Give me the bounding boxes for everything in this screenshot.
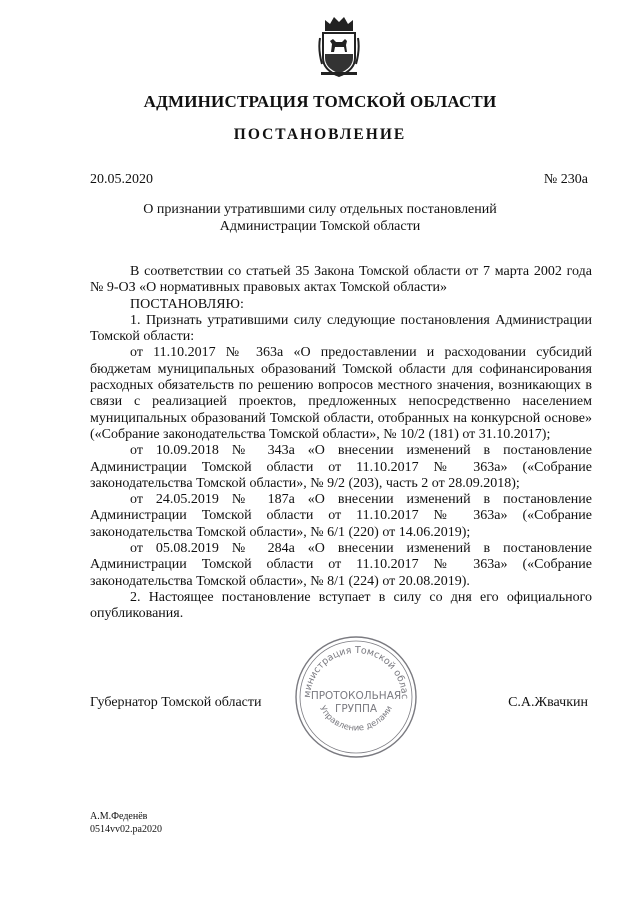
document-number: № 230а <box>543 172 588 187</box>
document-subject <box>0 201 640 235</box>
coat-of-arms-emblem <box>317 14 361 80</box>
stamp-center-line-1: ПРОТОКОЛЬНАЯ <box>310 690 402 702</box>
document-type-title: ПОСТАНОВЛЕНИЕ <box>233 126 407 143</box>
signatory-name: С.А.Жвачкин <box>508 695 588 710</box>
stamp-ring-text: министрация Томской облас <box>301 644 411 700</box>
subject-line-2: Администрации Томской области <box>219 219 421 234</box>
subject-line-1: О признании утратившими силу отдельных постановлений <box>143 202 497 217</box>
preamble-paragraph: В соответствии со статьей 35 Закона Томской области от 7 марта 2002 года № 9-ОЗ «О нормативных правовых актах Томской области» <box>90 264 592 296</box>
executor-code: 0514vv02.ра2020 <box>90 824 162 835</box>
organization-title: АДМИНИСТРАЦИЯ ТОМСКОЙ ОБЛАСТИ <box>143 92 497 111</box>
stamp-bottom-text: Управление делами <box>317 704 395 734</box>
document-date: 20.05.2020 <box>90 172 153 187</box>
item-1-paragraph: 1. Признать утратившими силу следующие постановления Администрации Томской области: <box>90 312 592 345</box>
stamp-center-line-2: ГРУППА <box>334 703 378 715</box>
repealed-act-3: от 24.05.2019 № 187а «О внесении изменений в постановление Администрации Томской области от 11.10.2017 № 363а» («Собрание законодательства Томской области», № 6/1 (220) от 14.06.2019); <box>90 492 592 540</box>
repealed-act-1: от 11.10.2017 № 363а «О предоставлении и расходовании субсидий бюджетам муниципальных образований Томской области для софинансирования расходных обязательств по решению вопросов местного значения, возникающих в связи с реализацией проектов, предложенных непосредственно населением муниципальных образований Томской области, отобранных на конкурсной основе» («Собрание законодательства Томской области», № 10/2 (181) от 31.10.2017); <box>90 345 592 442</box>
repealed-act-2: от 10.09.2018 № 343а «О внесении изменений в постановление Администрации Томской области от 11.10.2017 № 363а» («Собрание законодательства Томской области», № 9/2 (203), часть 2 от 28.09.2018); <box>90 443 592 491</box>
protocol-group-stamp <box>292 633 420 761</box>
resolve-word: ПОСТАНОВЛЯЮ: <box>130 296 244 312</box>
signatory-position: Губернатор Томской области <box>90 695 262 710</box>
item-2-paragraph: 2. Настоящее постановление вступает в силу со дня его официального опубликования. <box>90 589 592 622</box>
executor-name: А.М.Феденёв <box>90 811 148 822</box>
repealed-act-4: от 05.08.2019 № 284а «О внесении изменений в постановление Администрации Томской области от 11.10.2017 № 363а» («Собрание законодательства Томской области», № 8/1 (224) от 20.08.2019). <box>90 541 592 589</box>
document-body <box>90 264 592 623</box>
executor-block <box>90 810 162 836</box>
